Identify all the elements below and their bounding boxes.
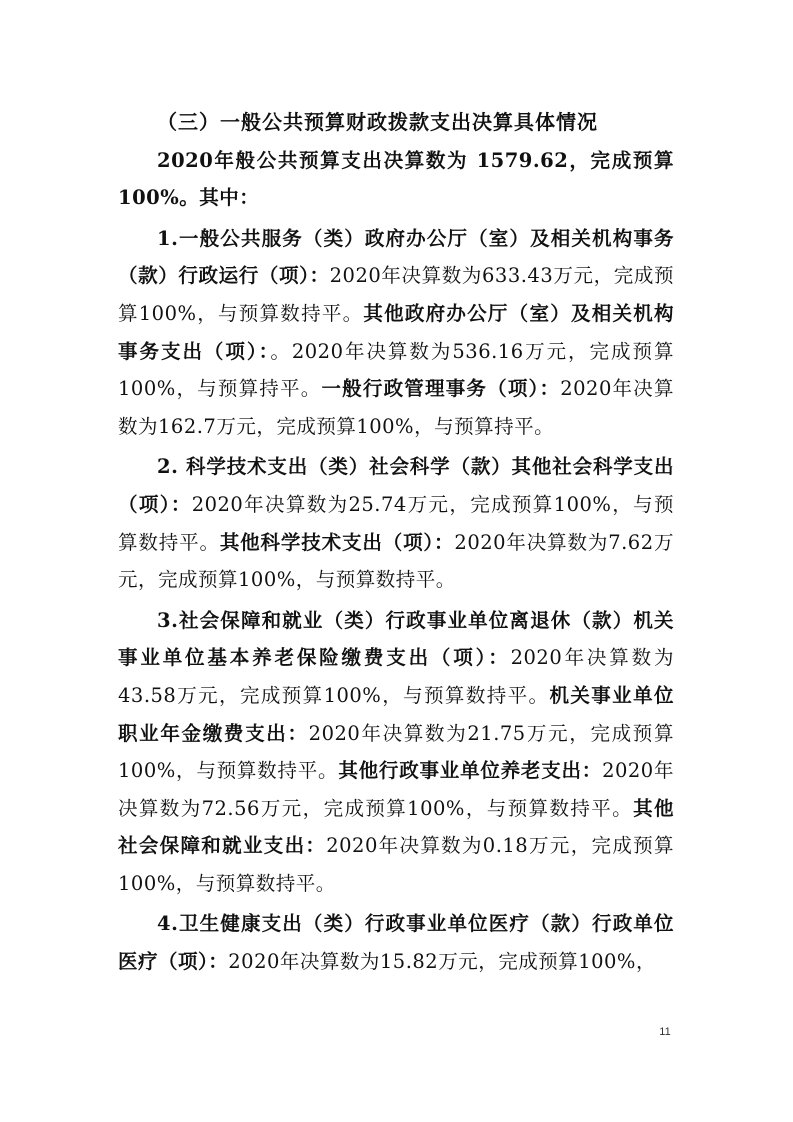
section-heading: （三）一般公共预算财政拨款支出决算具体情况 [157,110,598,134]
item-title-run: 1.一般公共服务（类）政府办公厅（室）及相关机构事务（款）行政运行（项）： [118,226,674,288]
item-body-run: 2020年决算数为15.82万元，完成预算100%， [228,950,656,974]
item-title-run: 4.卫生健康支出（类）行政事业单位医疗（款）行政单位医疗（项）： [118,912,674,974]
item-title-run: 2. 科学技术支出（类）社会科学（款）其他社会科学支出（项）： [118,455,674,516]
item-body-run: 2020年决算数为43.58万元，完成预算100%，与预算数持平。 [118,646,674,707]
item-paragraph-4 [118,905,674,980]
item-body-run: 2020年决算数为162.7万元，完成预算100%，与预算持平。 [118,377,674,438]
item-title-run: 其他社会保障和就业支出： [118,796,674,858]
item-paragraph-1 [118,220,674,446]
item-body-run: 。2020年决算数为536.16万元，完成预算100%，与预算持平。 [118,339,674,401]
item-title-run: 其他政府办公厅（室）及相关机构事务支出（项）： [118,301,674,363]
item-title-run: 一般行政管理事务（项）： [321,377,561,401]
page-content [118,104,674,981]
item-title-run: 3.社会保障和就业（类）行政事业单位离退休（款）机关事业单位基本养老保险缴费支出（项）： [118,608,674,670]
item-title-run: 其他科学技术支出（项）： [219,530,455,554]
item-paragraph-2 [118,448,674,598]
item-body-run: 2020年决算数为21.75万元，完成预算100%，与预算数持平。 [118,721,674,783]
item-body-run: 2020年决算数为7.62万元，完成预算100%，与预算数持平。 [118,530,674,592]
item-body-run: 2020年决算数为633.43万元，完成预算100%，与预算数持平。 [118,264,674,325]
item-body-run: 2020年决算数为0.18万元，完成预算100%，与预算数持平。 [118,834,674,895]
item-body-run: 2020年决算数为25.74万元，完成预算100%，与预算数持平。 [118,492,674,554]
item-body-run: 2020年决算数为72.56万元，完成预算100%，与预算数持平。 [118,759,674,820]
item-paragraph-3 [118,602,674,903]
intro-paragraph: 2020年般公共预算支出决算数为 1579.62，完成预算100%。其中： [118,148,674,210]
item-title-run: 机关事业单位职业年金缴费支出： [118,683,674,745]
page-number: 11 [659,1026,671,1038]
item-title-run: 其他行政事业单位养老支出： [338,759,603,783]
